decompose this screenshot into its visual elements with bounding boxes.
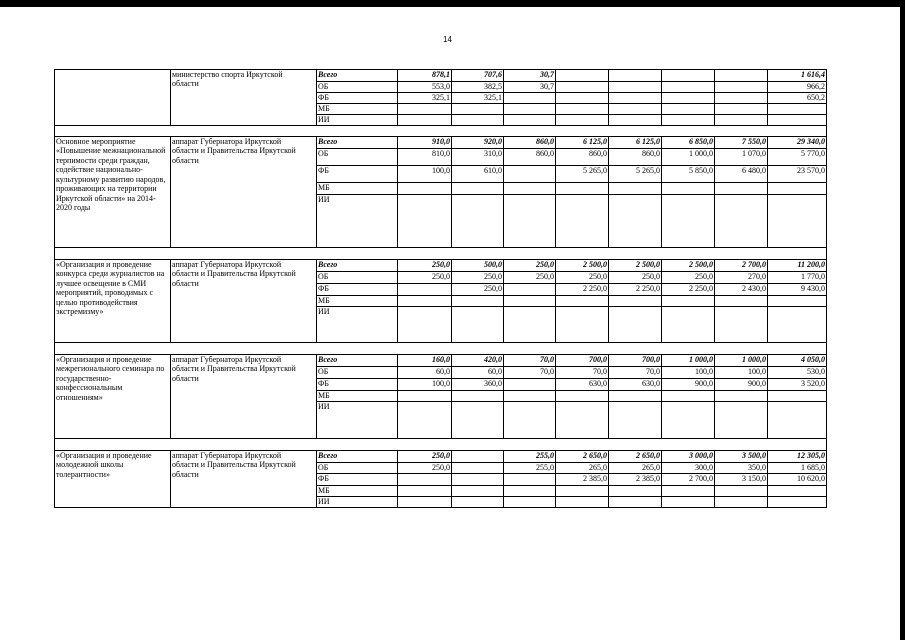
amount-cell xyxy=(715,93,768,104)
amount-cell: 420,0 xyxy=(452,355,504,367)
amount-cell xyxy=(398,296,452,307)
amount-cell xyxy=(398,195,452,248)
amount-cell xyxy=(398,474,452,486)
amount-cell xyxy=(556,391,609,402)
amount-cell xyxy=(609,82,662,93)
amount-cell: 310,0 xyxy=(452,149,504,166)
amount-cell: 100,0 xyxy=(398,166,452,183)
amount-cell: 5 850,0 xyxy=(662,166,715,183)
amount-cell xyxy=(715,402,768,439)
amount-cell: 1 000,0 xyxy=(662,355,715,367)
executor-cell: аппарат Губернатора Иркутской области и Правительства Иркутской области xyxy=(171,355,317,439)
amount-cell: 860,0 xyxy=(609,149,662,166)
executor-cell: аппарат Губернатора Иркутской области и Правительства Иркутской области xyxy=(171,451,317,508)
amount-cell: 7 550,0 xyxy=(715,137,768,149)
amount-cell: 2 250,0 xyxy=(556,284,609,296)
amount-cell xyxy=(398,183,452,195)
amount-cell xyxy=(662,486,715,497)
amount-cell: 860,0 xyxy=(504,137,556,149)
amount-cell xyxy=(452,296,504,307)
total-amount-cell: 650,2 xyxy=(768,93,827,104)
amount-cell xyxy=(715,391,768,402)
amount-cell xyxy=(715,70,768,82)
amount-cell xyxy=(662,391,715,402)
amount-cell xyxy=(452,486,504,497)
amount-cell: 900,0 xyxy=(715,379,768,391)
amount-cell: 250,0 xyxy=(609,272,662,284)
amount-cell: 1 070,0 xyxy=(715,149,768,166)
amount-cell xyxy=(398,307,452,343)
amount-cell xyxy=(662,402,715,439)
total-amount-cell: 1 616,4 xyxy=(768,70,827,82)
amount-cell xyxy=(504,296,556,307)
amount-cell: 920,0 xyxy=(452,137,504,149)
amount-cell xyxy=(398,284,452,296)
page-right-border xyxy=(900,0,905,640)
amount-cell xyxy=(662,307,715,343)
spacer-cell xyxy=(55,248,827,260)
amount-cell xyxy=(662,115,715,126)
amount-cell xyxy=(556,70,609,82)
total-amount-cell xyxy=(768,497,827,508)
funding-source-cell: ОБ xyxy=(317,367,398,379)
funding-source-cell: ФБ xyxy=(317,379,398,391)
amount-cell: 250,0 xyxy=(662,272,715,284)
amount-cell: 500,0 xyxy=(452,260,504,272)
amount-cell: 2 250,0 xyxy=(609,284,662,296)
amount-cell: 360,0 xyxy=(452,379,504,391)
total-amount-cell xyxy=(768,195,827,248)
total-amount-cell: 5 770,0 xyxy=(768,149,827,166)
amount-cell: 3 000,0 xyxy=(662,451,715,463)
executor-cell: аппарат Губернатора Иркутской области и Правительства Иркутской области xyxy=(171,260,317,343)
total-amount-cell xyxy=(768,115,827,126)
amount-cell xyxy=(609,195,662,248)
amount-cell: 250,0 xyxy=(398,260,452,272)
spacer-cell xyxy=(55,343,827,355)
total-amount-cell xyxy=(768,402,827,439)
amount-cell xyxy=(504,474,556,486)
amount-cell: 250,0 xyxy=(398,463,452,474)
amount-cell xyxy=(662,82,715,93)
funding-source-cell: ОБ xyxy=(317,149,398,166)
amount-cell xyxy=(504,284,556,296)
amount-cell: 900,0 xyxy=(662,379,715,391)
amount-cell xyxy=(504,402,556,439)
funding-source-cell: МБ xyxy=(317,296,398,307)
total-amount-cell: 1 770,0 xyxy=(768,272,827,284)
amount-cell: 100,0 xyxy=(715,367,768,379)
amount-cell: 250,0 xyxy=(452,284,504,296)
amount-cell: 2 650,0 xyxy=(556,451,609,463)
amount-cell: 160,0 xyxy=(398,355,452,367)
amount-cell: 265,0 xyxy=(556,463,609,474)
amount-cell: 2 430,0 xyxy=(715,284,768,296)
amount-cell: 630,0 xyxy=(609,379,662,391)
funding-source-cell: ИИ xyxy=(317,115,398,126)
amount-cell xyxy=(715,307,768,343)
amount-cell: 250,0 xyxy=(504,260,556,272)
funding-source-cell: ФБ xyxy=(317,284,398,296)
amount-cell: 250,0 xyxy=(398,272,452,284)
amount-cell: 255,0 xyxy=(504,463,556,474)
amount-cell xyxy=(452,474,504,486)
amount-cell xyxy=(504,183,556,195)
amount-cell xyxy=(452,463,504,474)
amount-cell: 1 000,0 xyxy=(662,149,715,166)
funding-source-cell: ИИ xyxy=(317,402,398,439)
funding-source-cell: ФБ xyxy=(317,93,398,104)
total-amount-cell: 9 430,0 xyxy=(768,284,827,296)
amount-cell xyxy=(398,391,452,402)
amount-cell: 2 500,0 xyxy=(662,260,715,272)
amount-cell xyxy=(398,402,452,439)
funding-source-cell: ОБ xyxy=(317,272,398,284)
amount-cell: 70,0 xyxy=(504,367,556,379)
amount-cell: 700,0 xyxy=(556,355,609,367)
amount-cell xyxy=(556,115,609,126)
amount-cell: 2 500,0 xyxy=(609,260,662,272)
amount-cell: 70,0 xyxy=(556,367,609,379)
amount-cell: 325,1 xyxy=(452,93,504,104)
amount-cell xyxy=(398,486,452,497)
amount-cell: 860,0 xyxy=(556,149,609,166)
amount-cell xyxy=(556,93,609,104)
amount-cell: 100,0 xyxy=(398,379,452,391)
amount-cell: 250,0 xyxy=(556,272,609,284)
total-amount-cell: 23 570,0 xyxy=(768,166,827,183)
amount-cell: 265,0 xyxy=(609,463,662,474)
amount-cell: 700,0 xyxy=(609,355,662,367)
activity-name-cell: «Организация и проведение межрегионального семинара по государственно-конфессиональным отношениям» xyxy=(55,355,171,439)
amount-cell: 250,0 xyxy=(398,451,452,463)
amount-cell: 100,0 xyxy=(662,367,715,379)
block-spacer-row xyxy=(55,126,827,137)
funding-source-cell: Всего xyxy=(317,260,398,272)
block-spacer-row xyxy=(55,343,827,355)
page-top-border xyxy=(0,0,905,7)
total-amount-cell: 4 050,0 xyxy=(768,355,827,367)
amount-cell xyxy=(609,93,662,104)
amount-cell xyxy=(609,183,662,195)
amount-cell xyxy=(452,402,504,439)
amount-cell: 910,0 xyxy=(398,137,452,149)
amount-cell xyxy=(504,166,556,183)
total-amount-cell: 966,2 xyxy=(768,82,827,93)
activity-name-cell: «Организация и проведение молодежной школы толерантности» xyxy=(55,451,171,508)
amount-cell: 60,0 xyxy=(398,367,452,379)
amount-cell: 30,7 xyxy=(504,70,556,82)
amount-cell xyxy=(609,497,662,508)
amount-cell: 70,0 xyxy=(504,355,556,367)
amount-cell xyxy=(556,104,609,115)
total-amount-cell: 12 305,0 xyxy=(768,451,827,463)
amount-cell xyxy=(504,391,556,402)
amount-cell xyxy=(556,497,609,508)
amount-cell: 270,0 xyxy=(715,272,768,284)
amount-cell xyxy=(609,296,662,307)
amount-cell xyxy=(609,70,662,82)
funding-source-cell: ФБ xyxy=(317,474,398,486)
table-row-total xyxy=(55,260,827,272)
executor-cell: аппарат Губернатора Иркутской области и Правительства Иркутской области xyxy=(171,137,317,248)
amount-cell: 878,1 xyxy=(398,70,452,82)
amount-cell: 300,0 xyxy=(662,463,715,474)
activity-name-cell: Основное мероприятие «Повышение межнациональной терпимости среди граждан, содействие национально-культурному развитию народов, проживающих на территории Иркутской области» на 2014-2020 годы xyxy=(55,137,171,248)
amount-cell: 70,0 xyxy=(609,367,662,379)
funding-source-cell: ИИ xyxy=(317,497,398,508)
amount-cell xyxy=(715,104,768,115)
amount-cell xyxy=(715,497,768,508)
amount-cell: 30,7 xyxy=(504,82,556,93)
amount-cell: 382,5 xyxy=(452,82,504,93)
total-amount-cell: 10 620,0 xyxy=(768,474,827,486)
total-amount-cell xyxy=(768,104,827,115)
funding-source-cell: ОБ xyxy=(317,463,398,474)
amount-cell: 250,0 xyxy=(452,272,504,284)
amount-cell: 3 500,0 xyxy=(715,451,768,463)
block-spacer-row xyxy=(55,248,827,260)
amount-cell xyxy=(715,183,768,195)
amount-cell: 350,0 xyxy=(715,463,768,474)
amount-cell xyxy=(452,391,504,402)
total-amount-cell xyxy=(768,296,827,307)
table-row-total xyxy=(55,137,827,149)
amount-cell xyxy=(556,82,609,93)
amount-cell: 707,6 xyxy=(452,70,504,82)
amount-cell xyxy=(452,497,504,508)
amount-cell xyxy=(452,307,504,343)
amount-cell xyxy=(715,82,768,93)
amount-cell xyxy=(504,486,556,497)
amount-cell xyxy=(556,296,609,307)
amount-cell xyxy=(556,183,609,195)
amount-cell xyxy=(715,486,768,497)
executor-cell: министерство спорта Иркутской области xyxy=(171,70,317,126)
amount-cell xyxy=(398,497,452,508)
amount-cell xyxy=(504,104,556,115)
total-amount-cell: 29 340,0 xyxy=(768,137,827,149)
amount-cell xyxy=(504,115,556,126)
total-amount-cell: 3 520,0 xyxy=(768,379,827,391)
amount-cell: 250,0 xyxy=(504,272,556,284)
amount-cell: 1 000,0 xyxy=(715,355,768,367)
table-row-total xyxy=(55,451,827,463)
amount-cell xyxy=(662,183,715,195)
amount-cell: 3 150,0 xyxy=(715,474,768,486)
funding-source-cell: ИИ xyxy=(317,307,398,343)
amount-cell: 6 480,0 xyxy=(715,166,768,183)
amount-cell xyxy=(662,497,715,508)
amount-cell: 860,0 xyxy=(504,149,556,166)
page-number: 14 xyxy=(443,35,452,44)
amount-cell: 810,0 xyxy=(398,149,452,166)
funding-source-cell: Всего xyxy=(317,451,398,463)
amount-cell xyxy=(609,104,662,115)
amount-cell: 610,0 xyxy=(452,166,504,183)
amount-cell xyxy=(398,104,452,115)
amount-cell xyxy=(609,402,662,439)
spacer-cell xyxy=(55,126,827,137)
funding-source-cell: ОБ xyxy=(317,82,398,93)
total-amount-cell: 11 200,0 xyxy=(768,260,827,272)
amount-cell xyxy=(609,307,662,343)
amount-cell: 6 125,0 xyxy=(609,137,662,149)
amount-cell xyxy=(715,296,768,307)
amount-cell: 255,0 xyxy=(504,451,556,463)
amount-cell: 5 265,0 xyxy=(609,166,662,183)
amount-cell xyxy=(662,195,715,248)
funding-source-cell: Всего xyxy=(317,70,398,82)
total-amount-cell xyxy=(768,307,827,343)
amount-cell xyxy=(452,451,504,463)
activity-name-cell: «Организация и проведение конкурса среди журналистов на лучшее освещение в СМИ мероприятий, проводимых с целью противодействия экстремизму» xyxy=(55,260,171,343)
amount-cell: 2 385,0 xyxy=(609,474,662,486)
funding-table xyxy=(54,69,827,508)
amount-cell xyxy=(662,296,715,307)
funding-source-cell: МБ xyxy=(317,104,398,115)
amount-cell xyxy=(662,104,715,115)
total-amount-cell xyxy=(768,183,827,195)
amount-cell: 2 250,0 xyxy=(662,284,715,296)
amount-cell xyxy=(556,486,609,497)
amount-cell: 2 700,0 xyxy=(715,260,768,272)
amount-cell xyxy=(504,379,556,391)
amount-cell xyxy=(609,486,662,497)
amount-cell xyxy=(452,183,504,195)
amount-cell xyxy=(609,391,662,402)
funding-source-cell: Всего xyxy=(317,355,398,367)
amount-cell xyxy=(398,115,452,126)
amount-cell xyxy=(452,104,504,115)
activity-name-cell xyxy=(55,70,171,126)
funding-source-cell: ИИ xyxy=(317,195,398,248)
amount-cell xyxy=(504,93,556,104)
total-amount-cell xyxy=(768,486,827,497)
amount-cell xyxy=(662,70,715,82)
amount-cell xyxy=(556,402,609,439)
amount-cell xyxy=(662,93,715,104)
amount-cell: 2 650,0 xyxy=(609,451,662,463)
funding-source-cell: МБ xyxy=(317,391,398,402)
amount-cell: 630,0 xyxy=(556,379,609,391)
table-row-total xyxy=(55,355,827,367)
amount-cell: 2 500,0 xyxy=(556,260,609,272)
amount-cell xyxy=(556,195,609,248)
amount-cell: 6 850,0 xyxy=(662,137,715,149)
amount-cell: 553,0 xyxy=(398,82,452,93)
funding-source-cell: ФБ xyxy=(317,166,398,183)
funding-source-cell: МБ xyxy=(317,486,398,497)
amount-cell: 5 265,0 xyxy=(556,166,609,183)
amount-cell: 2 385,0 xyxy=(556,474,609,486)
amount-cell: 2 700,0 xyxy=(662,474,715,486)
table-row-total xyxy=(55,70,827,82)
amount-cell xyxy=(715,115,768,126)
spacer-cell xyxy=(55,439,827,451)
amount-cell xyxy=(452,195,504,248)
amount-cell xyxy=(715,195,768,248)
total-amount-cell xyxy=(768,391,827,402)
amount-cell xyxy=(556,307,609,343)
funding-source-cell: Всего xyxy=(317,137,398,149)
amount-cell xyxy=(504,195,556,248)
amount-cell xyxy=(452,115,504,126)
amount-cell: 60,0 xyxy=(452,367,504,379)
funding-source-cell: МБ xyxy=(317,183,398,195)
total-amount-cell: 530,0 xyxy=(768,367,827,379)
amount-cell: 6 125,0 xyxy=(556,137,609,149)
block-spacer-row xyxy=(55,439,827,451)
amount-cell: 325,1 xyxy=(398,93,452,104)
total-amount-cell: 1 685,0 xyxy=(768,463,827,474)
amount-cell xyxy=(504,307,556,343)
amount-cell xyxy=(504,497,556,508)
amount-cell xyxy=(609,115,662,126)
